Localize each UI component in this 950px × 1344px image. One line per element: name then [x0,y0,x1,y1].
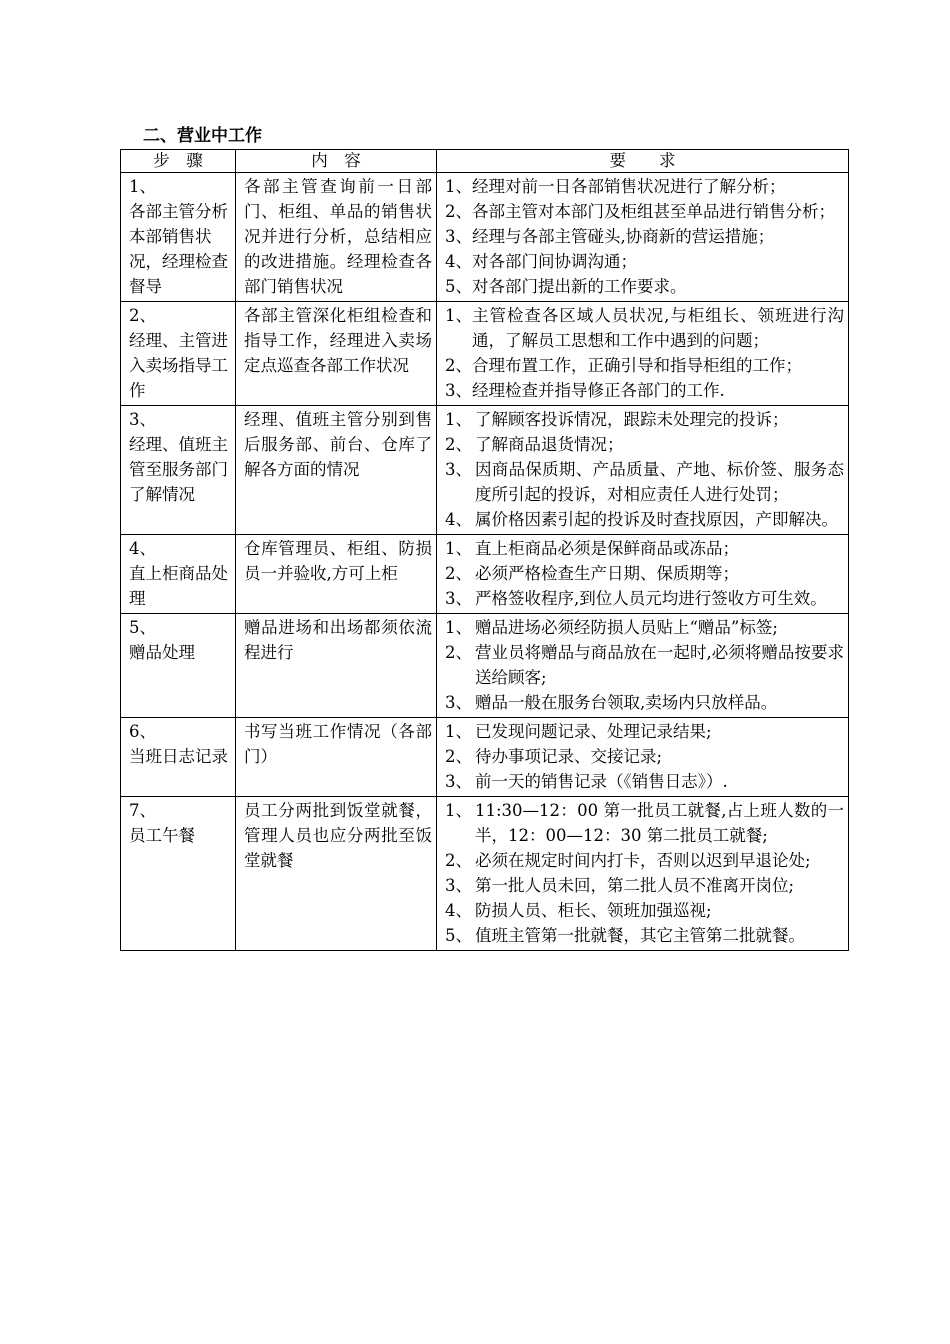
requirement-number: 3、 [445,772,472,791]
requirement-text: 待办事项记录、交接记录; [475,747,663,766]
requirement-text: 对各部门提出新的工作要求。 [472,277,687,296]
requirement-text: 赠品进场必须经防损人员贴上“赠品”标签; [475,618,778,637]
requirement-item [445,224,844,249]
requirement-number: 4、 [445,510,472,529]
requirement-item [445,923,844,948]
requirement-text: 值班主管第一批就餐，其它主管第二批就餐。 [475,926,805,945]
work-procedure-table [120,149,849,951]
requirement-number: 1、 [445,801,472,820]
requirement-text: 了解顾客投诉情况，跟踪未处理完的投诉； [475,410,789,429]
requirement-number: 3、 [445,693,472,712]
requirement-text: 了解商品退货情况； [475,435,624,454]
requirement-number: 2、 [445,851,472,870]
requirements-cell [437,718,849,797]
requirements-list [445,303,844,403]
requirement-item [445,249,844,274]
requirement-number: 1、 [445,618,472,637]
requirement-item [445,353,844,378]
content-cell: 书写当班工作情况（各部门） [236,718,437,797]
requirement-item [445,378,844,403]
requirement-number: 3、 [445,589,472,608]
requirements-list [445,174,844,299]
requirements-list [445,719,844,794]
requirement-item [445,303,844,353]
requirement-text: 经理对前一日各部销售状况进行了解分析； [472,177,786,196]
requirement-number: 2、 [445,564,472,583]
requirement-number: 3、 [445,876,472,895]
requirement-number: 2、 [445,435,472,454]
requirement-item [445,873,844,898]
requirements-cell [437,797,849,951]
step-cell [121,535,236,614]
requirement-number: 2、 [445,356,472,375]
content-cell: 经理、值班主管分别到售后服务部、前台、仓库了解各方面的情况 [236,406,437,535]
requirement-text: 属价格因素引起的投诉及时查找原因，产即解决。 [475,510,838,529]
content-cell: 各部主管深化柜组检查和指导工作，经理进入卖场定点巡查各部工作状况 [236,302,437,406]
requirements-list [445,407,844,532]
table-row [121,173,849,302]
step-cell [121,406,236,535]
requirement-text: 必须在规定时间内打卡，否则以迟到早退论处; [475,851,811,870]
requirement-item [445,615,844,640]
step-number: 5、 [129,618,156,637]
requirement-number: 3、 [445,381,472,400]
step-number: 6、 [129,722,156,741]
step-cell [121,302,236,406]
requirement-text: 赠品一般在服务台领取,卖场内只放样品。 [475,693,778,712]
requirements-cell [437,406,849,535]
requirements-cell [437,302,849,406]
requirement-text: 各部主管对本部门及柜组甚至单品进行销售分析； [472,202,835,221]
requirements-list [445,798,844,948]
requirement-item [445,199,844,224]
step-name: 当班日志记录 [129,747,228,766]
requirement-text: 必须严格检查生产日期、保质期等； [475,564,739,583]
requirements-cell [437,173,849,302]
header-requirements: 要 求 [437,150,849,173]
step-name: 赠品处理 [129,643,195,662]
requirement-item [445,174,844,199]
step-number: 1、 [129,177,156,196]
requirement-number: 1、 [445,306,472,325]
step-name: 各部主管分析本部销售状况，经理检查督导 [129,202,228,296]
requirement-item [445,690,844,715]
requirement-text: 第一批人员未回，第二批人员不准离开岗位; [475,876,795,895]
requirement-number: 3、 [445,227,472,246]
header-step: 步 骤 [121,150,236,173]
table-row [121,535,849,614]
requirement-text: 直上柜商品必须是保鲜商品或冻品； [475,539,739,558]
requirement-number: 1、 [445,539,472,558]
table-row [121,797,849,951]
requirement-number: 4、 [445,901,472,920]
requirement-item [445,640,844,690]
step-name: 经理、主管进入卖场指导工作 [129,331,228,400]
requirement-number: 5、 [445,926,472,945]
step-number: 3、 [129,410,156,429]
requirements-list [445,615,844,715]
requirement-text: 前一天的销售记录（《销售日志》）. [475,772,728,791]
requirement-text: 严格签收程序,到位人员元均进行签收方可生效。 [475,589,827,608]
requirement-text: 因商品保质期、产品质量、产地、标价签、服务态度所引起的投诉，对相应责任人进行处罚； [475,460,844,504]
requirement-item [445,719,844,744]
requirement-number: 1、 [445,410,472,429]
table-row [121,302,849,406]
requirement-number: 2、 [445,747,472,766]
requirement-text: 经理与各部主管碰头,协商新的营运措施； [472,227,775,246]
requirement-text: 11:30—12：00 第一批员工就餐,占上班人数的一半，12：00—12：30 第二批员工就餐; [475,801,844,845]
table-row [121,406,849,535]
table-header-row [121,150,849,173]
step-number: 2、 [129,306,156,325]
step-cell [121,173,236,302]
step-cell [121,614,236,718]
requirement-item [445,769,844,794]
content-cell: 员工分两批到饭堂就餐，管理人员也应分两批至饭堂就餐 [236,797,437,951]
step-name: 直上柜商品处理 [129,564,228,608]
requirement-number: 3、 [445,460,472,479]
requirement-item [445,432,844,457]
requirement-item [445,848,844,873]
requirement-text: 主管检查各区域人员状况,与柜组长、领班进行沟通，了解员工思想和工作中遇到的问题； [472,306,844,350]
requirement-text: 营业员将赠品与商品放在一起时,必须将赠品按要求送给顾客; [475,643,844,687]
requirement-item [445,536,844,561]
requirement-text: 合理布置工作，正确引导和指导柜组的工作； [472,356,802,375]
content-cell: 各部主管查询前一日部门、柜组、单品的销售状况并进行分析，总结相应的改进措施。经理检查各部门销售状况 [236,173,437,302]
header-content: 内 容 [236,150,437,173]
step-cell [121,718,236,797]
table-row [121,718,849,797]
step-number: 4、 [129,539,156,558]
requirement-item [445,507,844,532]
requirement-item [445,561,844,586]
requirement-item [445,586,844,611]
requirement-item [445,798,844,848]
content-cell: 赠品进场和出场都须依流程进行 [236,614,437,718]
requirement-text: 已发现问题记录、处理记录结果; [475,722,712,741]
requirement-item [445,274,844,299]
requirements-cell [437,535,849,614]
requirement-text: 对各部门间协调沟通； [472,252,637,271]
content-cell: 仓库管理员、柜组、防损员一并验收,方可上柜 [236,535,437,614]
requirement-item [445,407,844,432]
requirement-text: 防损人员、柜长、领班加强巡视; [475,901,712,920]
step-cell [121,797,236,951]
table-row [121,614,849,718]
requirements-list [445,536,844,611]
requirements-cell [437,614,849,718]
step-name: 员工午餐 [129,826,195,845]
step-name: 经理、值班主管至服务部门了解情况 [129,435,228,504]
requirement-number: 1、 [445,177,472,196]
requirement-number: 1、 [445,722,472,741]
requirement-item [445,457,844,507]
requirement-number: 5、 [445,277,472,296]
section-title: 二、营业中工作 [143,126,262,146]
requirement-item [445,898,844,923]
requirement-number: 2、 [445,202,472,221]
requirement-item [445,744,844,769]
requirement-text: 经理检查并指导修正各部门的工作. [472,381,725,400]
requirement-number: 4、 [445,252,472,271]
requirement-number: 2、 [445,643,472,662]
step-number: 7、 [129,801,156,820]
